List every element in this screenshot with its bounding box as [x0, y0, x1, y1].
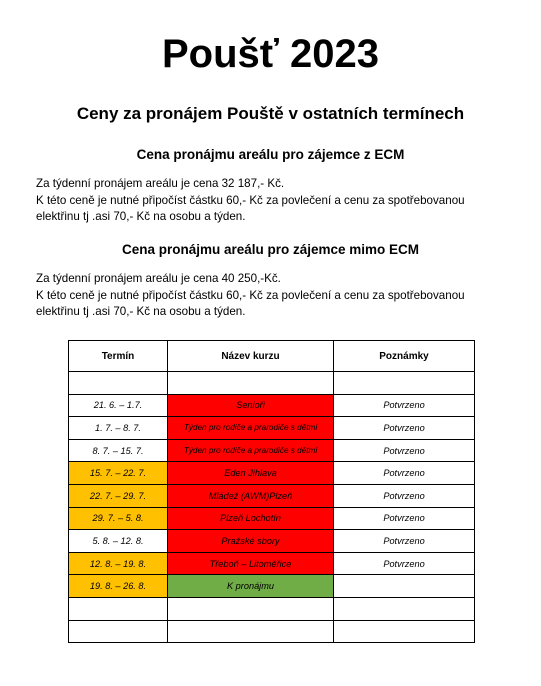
course-cell-text: Třeboň – Litoměřice [209, 558, 292, 569]
notes-cell [334, 462, 475, 485]
course-cell [168, 484, 334, 507]
term-cell-text: 19. 8. – 26. 8. [89, 581, 147, 592]
course-cell [168, 439, 334, 462]
term-cell [69, 530, 168, 553]
table-row [69, 439, 475, 462]
term-cell [69, 507, 168, 530]
course-cell [168, 530, 334, 553]
term-cell-text: 8. 7. – 15. 7. [92, 445, 144, 456]
schedule-table [68, 340, 475, 643]
notes-cell-text: Potvrzeno [383, 445, 425, 456]
table-row [69, 484, 475, 507]
course-cell [168, 372, 334, 395]
course-cell-text: Plzeň Lochotín [220, 513, 281, 524]
ecm-price-line: Za týdenní pronájem areálu je cena 32 187,- Kč. [36, 177, 285, 190]
notes-cell-text: Potvrzeno [383, 490, 425, 501]
ecm-price-line: K této ceně je nutné připočíst částku 60,- Kč za povlečení a cenu za spotřebovanou [36, 193, 465, 207]
notes-cell-text: Potvrzeno [383, 535, 425, 546]
table-row [69, 417, 475, 440]
term-cell-text: 21. 6. – 1.7. [93, 400, 143, 411]
table-row [69, 530, 475, 553]
notes-cell [334, 620, 475, 643]
notes-cell [334, 417, 475, 440]
course-cell-text: Týden pro rodiče a prarodiče s dětmi [183, 423, 318, 433]
column-header-term: Termín [69, 341, 168, 372]
course-cell-text: Eden Jihlava [224, 468, 277, 479]
table-row [69, 575, 475, 598]
course-cell-text: Pražské sbory [221, 535, 280, 546]
table-row [69, 552, 475, 575]
table-row [69, 620, 475, 643]
term-cell [69, 394, 168, 417]
term-cell [69, 439, 168, 462]
notes-cell-text: Potvrzeno [383, 400, 425, 411]
term-cell [69, 372, 168, 395]
table-row [69, 462, 475, 485]
course-cell-text: Mládež (AWM)Plzeň [208, 490, 293, 501]
notes-cell [334, 439, 475, 462]
notes-cell [334, 372, 475, 395]
ecm-price-heading: Cena pronájmu areálu pro zájemce z ECM [136, 147, 405, 162]
table-row [69, 507, 475, 530]
column-header-notes: Poznámky [334, 341, 475, 372]
table-row [69, 394, 475, 417]
course-cell-text: K pronájmu [227, 581, 274, 592]
column-header-course: Název kurzu [168, 341, 334, 372]
term-cell-text: 29. 7. – 5. 8. [92, 513, 144, 524]
course-cell-text: Týden pro rodiče a prarodiče s dětmi [183, 446, 318, 456]
page-subtitle: Ceny za pronájem Pouště v ostatních termínech [76, 104, 465, 123]
course-cell [168, 575, 334, 598]
table-row [69, 372, 475, 395]
notes-cell [334, 530, 475, 553]
notes-cell-text: Potvrzeno [383, 513, 425, 524]
term-cell-text: 5. 8. – 12. 8. [92, 535, 144, 546]
non-ecm-price-text [36, 271, 506, 321]
course-cell [168, 394, 334, 417]
term-cell [69, 575, 168, 598]
course-cell [168, 597, 334, 620]
course-cell [168, 507, 334, 530]
term-cell [69, 620, 168, 643]
course-cell [168, 620, 334, 643]
non-ecm-price-line: K této ceně je nutné připočíst částku 60,- Kč za povlečení a cenu za spotřebovanou [36, 288, 465, 302]
term-cell [69, 417, 168, 440]
page-title: Poušť 2023 [161, 32, 380, 76]
table-header-row [69, 341, 475, 372]
term-cell-text: 12. 8. – 19. 8. [89, 558, 147, 569]
term-cell-text: 1. 7. – 8. 7. [95, 422, 141, 433]
course-cell [168, 417, 334, 440]
term-cell [69, 462, 168, 485]
notes-cell [334, 597, 475, 620]
term-cell [69, 552, 168, 575]
non-ecm-price-line: Za týdenní pronájem areálu je cena 40 250,-Kč. [36, 272, 281, 285]
ecm-price-text [36, 176, 506, 226]
course-cell [168, 552, 334, 575]
course-cell [168, 462, 334, 485]
notes-cell [334, 394, 475, 417]
notes-cell-text: Potvrzeno [383, 468, 425, 479]
term-cell [69, 484, 168, 507]
term-cell-text: 22. 7. – 29. 7. [89, 490, 147, 501]
notes-cell-text: Potvrzeno [383, 558, 425, 569]
notes-cell [334, 575, 475, 598]
notes-cell-text: Potvrzeno [383, 422, 425, 433]
table-row [69, 597, 475, 620]
term-cell [69, 597, 168, 620]
term-cell-text: 15. 7. – 22. 7. [89, 468, 147, 479]
notes-cell [334, 552, 475, 575]
non-ecm-price-line: elektřinu tj .asi 70,- Kč na osobu a týden. [36, 305, 246, 318]
notes-cell [334, 484, 475, 507]
notes-cell [334, 507, 475, 530]
ecm-price-line: elektřinu tj .asi 70,- Kč na osobu a týden. [36, 210, 246, 223]
course-cell-text: Senioři [236, 400, 265, 411]
non-ecm-price-heading: Cena pronájmu areálu pro zájemce mimo ECM [121, 242, 420, 257]
